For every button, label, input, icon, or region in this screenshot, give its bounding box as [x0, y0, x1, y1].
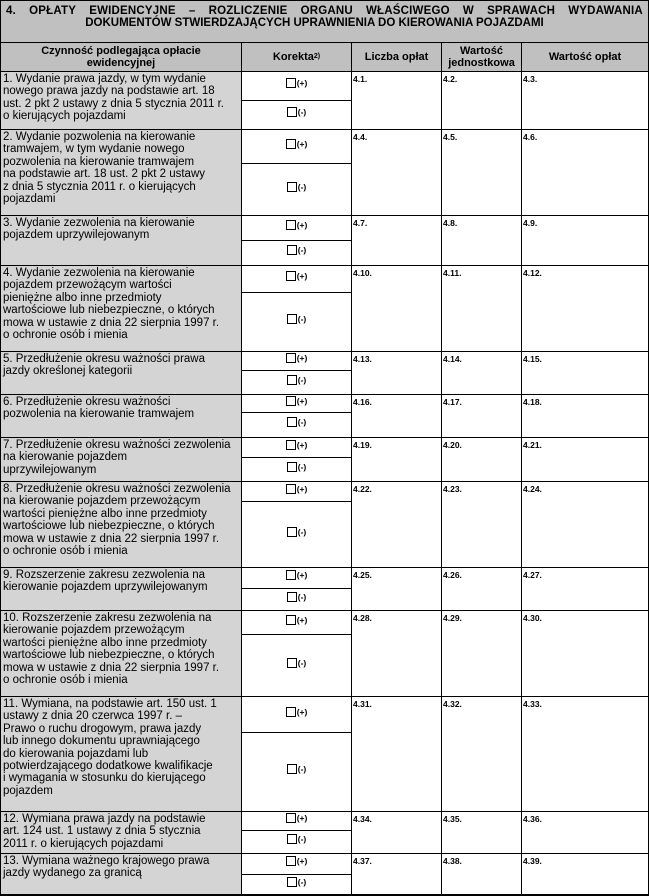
correction-minus-checkbox[interactable]: [287, 764, 307, 774]
field-code: 4.29.: [443, 613, 462, 623]
description-line: na podstawie art. 18 ust. 2 pkt 2 ustawy: [3, 168, 206, 181]
description-line: 2. Wydanie pozwolenia na kierowanie: [3, 131, 196, 143]
field-code: 4.30.: [523, 613, 542, 623]
checkbox-label: (-): [297, 876, 307, 887]
description-line: pozwolenia na kierowanie tramwajem: [3, 408, 195, 421]
field-code: 4.36.: [523, 814, 542, 824]
description-line: 3. Wydanie zezwolenia na kierowanie: [3, 217, 195, 229]
unit-value-cell[interactable]: [442, 216, 522, 266]
checkbox-icon[interactable]: [287, 182, 297, 192]
checkbox-icon[interactable]: [287, 658, 297, 668]
row-description: [1, 854, 242, 895]
correction-minus-checkbox[interactable]: [287, 834, 307, 844]
total-value-cell[interactable]: [522, 216, 648, 266]
field-code: 4.23.: [443, 484, 462, 494]
correction-minus-checkbox[interactable]: [287, 462, 307, 472]
description-line: ustawy z dnia 20 czerwca 1997 r. –: [3, 710, 182, 723]
checkbox-label: (-): [297, 764, 307, 774]
count-cell[interactable]: [352, 854, 442, 895]
description-line: tramwajem, w tym wydanie nowego: [3, 143, 185, 156]
total-value-cell[interactable]: [522, 130, 648, 216]
title-word: WYDAWANIA: [568, 5, 643, 17]
description-line: 1. Wydanie prawa jazdy, w tym wydanie: [3, 73, 206, 85]
checkbox-icon[interactable]: [286, 440, 296, 450]
title-word: –: [188, 5, 196, 17]
total-value-cell[interactable]: [522, 611, 648, 697]
unit-value-cell[interactable]: [442, 72, 522, 130]
header-unit-value: [442, 43, 522, 72]
description-line: 10. Rozszerzenie zakresu zezwolenia na: [3, 612, 212, 624]
correction-minus-checkbox[interactable]: [287, 375, 307, 385]
total-value-cell[interactable]: [522, 568, 648, 611]
checkbox-label: (+): [296, 570, 308, 580]
total-value-cell[interactable]: [522, 438, 648, 482]
description-line: 2011 r. o kierujących pojazdami: [3, 837, 164, 850]
header-correction: [242, 43, 352, 72]
checkbox-icon[interactable]: [286, 220, 296, 230]
checkbox-label: (+): [296, 220, 308, 230]
unit-value-cell[interactable]: [442, 854, 522, 895]
correction-minus-checkbox[interactable]: [287, 182, 307, 192]
description-line: wartościowe lub niebezpieczne, o których: [3, 649, 215, 662]
checkbox-icon[interactable]: [286, 813, 296, 823]
description-line: 12. Wymiana prawa jazdy na podstawie: [3, 813, 206, 825]
correction-plus-cell: [242, 568, 352, 589]
checkbox-label: (+): [296, 813, 308, 823]
field-code: 4.26.: [443, 570, 462, 580]
correction-minus-cell: [242, 371, 352, 395]
correction-plus-cell: [242, 395, 352, 413]
title-word: ROZLICZENIE: [208, 5, 288, 17]
correction-plus-checkbox[interactable]: [286, 271, 308, 281]
checkbox-icon[interactable]: [287, 877, 297, 887]
header-count: [352, 43, 442, 72]
correction-plus-checkbox[interactable]: [286, 78, 308, 88]
field-code: 4.10.: [353, 268, 372, 278]
checkbox-icon[interactable]: [287, 375, 297, 385]
count-cell[interactable]: [352, 812, 442, 854]
unit-value-cell[interactable]: [442, 568, 522, 611]
checkbox-icon[interactable]: [286, 856, 296, 866]
checkbox-label: (-): [297, 245, 307, 255]
field-code: 4.5.: [443, 132, 458, 142]
title-word: WŁAŚCIWEGO: [366, 5, 450, 17]
correction-plus-cell: [242, 72, 352, 101]
description-line: wartości pieniężne albo inne przedmioty: [3, 507, 207, 520]
unit-value-cell[interactable]: [442, 266, 522, 352]
row-description: [1, 266, 242, 352]
unit-value-cell[interactable]: [442, 697, 522, 812]
count-cell[interactable]: [352, 611, 442, 697]
correction-plus-cell: [242, 812, 352, 831]
correction-plus-cell: [242, 438, 352, 458]
total-value-cell[interactable]: [522, 482, 648, 568]
correction-plus-cell: [242, 130, 352, 164]
header-unit-value-line-1: Wartość: [460, 45, 503, 57]
correction-plus-checkbox[interactable]: [286, 484, 308, 494]
count-cell[interactable]: [352, 482, 442, 568]
header-unit-value-line-2: jednostkowa: [448, 57, 515, 69]
description-line: pojazdem: [3, 784, 53, 797]
correction-minus-cell: [242, 164, 352, 216]
correction-plus-checkbox[interactable]: [286, 440, 308, 450]
checkbox-label: (-): [297, 417, 307, 427]
unit-value-cell[interactable]: [442, 395, 522, 438]
count-cell[interactable]: [352, 216, 442, 266]
field-code: 4.31.: [353, 699, 372, 709]
description-line: kierowanie pojazdem uprzywilejowanym: [3, 581, 208, 594]
section-title-line-2: DOKUMENTÓW STWIERDZAJĄCYCH UPRAWNIENIA DO KIEROWANIA POJAZDAMI: [85, 17, 544, 29]
header-activity: [1, 43, 242, 72]
count-cell[interactable]: [352, 568, 442, 611]
description-line: na kierowanie pojazdem przewożącym: [3, 495, 201, 508]
field-code: 4.20.: [443, 440, 462, 450]
description-line: pozwolenia na kierowanie tramwajem: [3, 155, 195, 168]
field-code: 4.37.: [353, 856, 372, 866]
description-line: mowa w ustawie z dnia 22 sierpnia 1997 r.: [3, 661, 220, 674]
unit-value-cell[interactable]: [442, 812, 522, 854]
checkbox-icon[interactable]: [286, 353, 296, 363]
checkbox-icon[interactable]: [286, 707, 296, 717]
checkbox-label: (+): [296, 353, 308, 363]
row-description: [1, 697, 242, 812]
field-code: 4.16.: [353, 397, 372, 407]
field-code: 4.1.: [353, 74, 368, 84]
description-line: o ochronie osób i mienia: [3, 674, 128, 687]
description-line: 7. Przedłużenie okresu ważności zezwolenia: [3, 439, 231, 451]
description-line: art. 124 ust. 1 ustawy z dnia 5 stycznia: [3, 825, 201, 838]
correction-minus-cell: [242, 293, 352, 352]
header-correction-label: Korekta: [272, 51, 314, 63]
correction-minus-checkbox[interactable]: [287, 314, 307, 324]
field-code: 4.13.: [353, 354, 372, 364]
correction-plus-cell: [242, 611, 352, 635]
field-code: 4.7.: [353, 218, 368, 228]
description-line: kierowanie pojazdem przewożącym: [3, 624, 185, 637]
description-line: wartościowe lub niebezpieczne, o których: [3, 520, 215, 533]
row-description: [1, 812, 242, 854]
field-code: 4.11.: [443, 268, 462, 278]
field-code: 4.8.: [443, 218, 458, 228]
description-line: na kierowanie pojazdem: [3, 451, 128, 464]
description-line: jazdy określonej kategorii: [3, 365, 133, 378]
correction-plus-checkbox[interactable]: [286, 396, 308, 406]
header-total-value: [522, 43, 648, 72]
description-line: 6. Przedłużenie okresu ważności: [3, 396, 171, 408]
description-line: ust. 2 pkt 2 ustawy z dnia 5 stycznia 2011 r.: [3, 97, 224, 110]
description-line: 9. Rozszerzenie zakresu zezwolenia na: [3, 569, 205, 581]
field-code: 4.27.: [523, 570, 542, 580]
checkbox-icon[interactable]: [287, 834, 297, 844]
field-code: 4.28.: [353, 613, 372, 623]
checkbox-label: (-): [297, 314, 307, 324]
count-cell[interactable]: [352, 72, 442, 130]
correction-minus-cell: [242, 589, 352, 611]
field-code: 4.18.: [523, 397, 542, 407]
checkbox-label: (-): [297, 591, 307, 602]
checkbox-icon[interactable]: [286, 396, 296, 406]
row-description: [1, 395, 242, 438]
title-word: OPŁATY: [29, 5, 77, 17]
correction-minus-checkbox[interactable]: [287, 527, 307, 537]
header-total-value-label: Wartość opłat: [548, 51, 622, 63]
description-line: o ochronie osób i mienia: [3, 329, 128, 342]
checkbox-label: (+): [296, 614, 308, 625]
checkbox-label: (-): [297, 461, 307, 472]
checkbox-icon[interactable]: [287, 245, 297, 255]
header-activity-line-2: ewidencyjnej: [86, 57, 156, 69]
description-line: z dnia 5 stycznia 2011 r. o kierujących: [3, 180, 196, 193]
checkbox-icon[interactable]: [286, 570, 296, 580]
field-code: 4.33.: [523, 699, 542, 709]
correction-plus-checkbox[interactable]: [286, 220, 308, 230]
title-word: 4.: [6, 5, 16, 17]
description-line: mowa w ustawie z dnia 22 sierpnia 1997 r.: [3, 316, 220, 329]
total-value-cell[interactable]: [522, 854, 648, 895]
correction-minus-checkbox[interactable]: [287, 417, 307, 427]
description-line: potwierdzającego dodatkowe kwalifikacje: [3, 760, 213, 773]
correction-plus-cell: [242, 482, 352, 502]
description-line: wartości pieniężne albo inne przedmioty: [3, 636, 207, 649]
correction-plus-cell: [242, 352, 352, 371]
checkbox-label: (+): [296, 706, 308, 717]
description-line: i wymagania w stosunku do kierującego: [3, 772, 206, 785]
correction-plus-cell: [242, 854, 352, 875]
row-description: [1, 72, 242, 130]
total-value-cell[interactable]: [522, 697, 648, 812]
correction-minus-cell: [242, 831, 352, 854]
description-line: 4. Wydanie zezwolenia na kierowanie: [3, 267, 195, 279]
checkbox-icon[interactable]: [286, 484, 296, 494]
correction-minus-cell: [242, 635, 352, 697]
total-value-cell[interactable]: [522, 395, 648, 438]
correction-plus-checkbox[interactable]: [286, 139, 308, 149]
correction-plus-cell: [242, 216, 352, 241]
field-code: 4.9.: [523, 218, 538, 228]
field-code: 4.4.: [353, 132, 368, 142]
description-line: o kierujących pojazdami: [3, 110, 126, 123]
correction-minus-checkbox[interactable]: [287, 592, 307, 602]
description-line: pieniężne albo inne przedmioty: [3, 291, 162, 304]
checkbox-icon[interactable]: [287, 314, 297, 324]
description-line: 13. Wymiana ważnego krajowego prawa: [3, 855, 210, 867]
title-word: EWIDENCYJNE: [89, 5, 176, 17]
checkbox-icon[interactable]: [286, 615, 296, 625]
header-activity-line-1: Czynność podlegająca opłacie: [41, 45, 201, 57]
checkbox-label: (+): [296, 856, 308, 866]
field-code: 4.24.: [523, 484, 542, 494]
count-cell[interactable]: [352, 130, 442, 216]
correction-minus-cell: [242, 413, 352, 438]
checkbox-icon[interactable]: [287, 592, 297, 602]
field-code: 4.32.: [443, 699, 462, 709]
correction-minus-checkbox[interactable]: [287, 877, 307, 887]
correction-minus-cell: [242, 241, 352, 266]
total-value-cell[interactable]: [522, 266, 648, 352]
description-line: mowa w ustawie z dnia 22 sierpnia 1997 r.: [3, 532, 220, 545]
row-description: [1, 352, 242, 395]
correction-plus-checkbox[interactable]: [286, 856, 308, 866]
field-code: 4.14.: [443, 354, 462, 364]
description-line: jazdy wydanego za granicą: [3, 867, 142, 880]
description-line: pojazdami: [3, 193, 56, 206]
checkbox-icon[interactable]: [287, 107, 297, 117]
title-word: SPRAWACH: [487, 5, 556, 17]
correction-plus-checkbox[interactable]: [286, 813, 308, 823]
checkbox-label: (-): [297, 374, 307, 385]
unit-value-cell[interactable]: [442, 482, 522, 568]
checkbox-icon[interactable]: [287, 764, 297, 774]
description-line: 5. Przedłużenie okresu ważności prawa: [3, 353, 205, 365]
checkbox-label: (+): [296, 439, 308, 450]
checkbox-icon[interactable]: [286, 139, 296, 149]
description-line: 8. Przedłużenie okresu ważności zezwolenia: [3, 483, 231, 495]
section-header: [1, 1, 648, 43]
correction-minus-checkbox[interactable]: [287, 245, 307, 255]
correction-plus-checkbox[interactable]: [286, 353, 308, 363]
unit-value-cell[interactable]: [442, 352, 522, 395]
checkbox-label: (-): [297, 834, 307, 844]
correction-plus-cell: [242, 697, 352, 733]
checkbox-icon[interactable]: [287, 417, 297, 427]
count-cell[interactable]: [352, 395, 442, 438]
total-value-cell[interactable]: [522, 812, 648, 854]
checkbox-icon[interactable]: [286, 78, 296, 88]
description-line: pojazdem przewożącym wartości: [3, 279, 172, 292]
correction-minus-checkbox[interactable]: [287, 107, 307, 117]
description-line: nowego prawa jazdy na podstawie art. 18: [3, 85, 215, 98]
total-value-cell[interactable]: [522, 72, 648, 130]
correction-plus-checkbox[interactable]: [286, 707, 308, 717]
checkbox-label: (+): [296, 271, 308, 281]
row-description: [1, 216, 242, 266]
checkbox-label: (+): [296, 138, 308, 149]
field-code: 4.34.: [353, 814, 372, 824]
field-code: 4.12.: [523, 268, 542, 278]
correction-plus-checkbox[interactable]: [286, 615, 308, 625]
field-code: 4.17.: [443, 397, 462, 407]
correction-plus-cell: [242, 266, 352, 293]
field-code: 4.6.: [523, 132, 538, 142]
correction-minus-cell: [242, 733, 352, 812]
description-line: o ochronie osób i mienia: [3, 545, 128, 558]
description-line: Prawo o ruchu drogowym, prawa jazdy: [3, 722, 202, 735]
field-code: 4.39.: [523, 856, 542, 866]
description-line: do kierowania pojazdami lub: [3, 747, 149, 760]
section-title-line-1: [6, 5, 643, 17]
count-cell[interactable]: [352, 438, 442, 482]
description-line: uprzywilejowanym: [3, 463, 97, 476]
correction-minus-cell: [242, 458, 352, 482]
field-code: 4.38.: [443, 856, 462, 866]
field-code: 4.25.: [353, 570, 372, 580]
unit-value-cell[interactable]: [442, 130, 522, 216]
field-code: 4.22.: [353, 484, 372, 494]
row-description: [1, 130, 242, 216]
row-description: [1, 611, 242, 697]
checkbox-label: (-): [297, 181, 307, 192]
title-word: W: [462, 5, 474, 17]
count-cell[interactable]: [352, 352, 442, 395]
field-code: 4.15.: [523, 354, 542, 364]
row-description: [1, 482, 242, 568]
total-value-cell[interactable]: [522, 352, 648, 395]
correction-minus-cell: [242, 101, 352, 130]
checkbox-label: (-): [297, 526, 307, 537]
field-code: 4.21.: [523, 440, 542, 450]
correction-minus-checkbox[interactable]: [287, 658, 307, 668]
checkbox-icon[interactable]: [287, 527, 297, 537]
description-line: wartościowe lub niebezpieczne, o których: [3, 304, 215, 317]
row-description: [1, 438, 242, 482]
field-code: 4.35.: [443, 814, 462, 824]
checkbox-label: (-): [297, 657, 307, 668]
checkbox-label: (+): [296, 483, 308, 494]
count-cell[interactable]: [352, 697, 442, 812]
header-count-label: Liczba opłat: [364, 51, 429, 63]
correction-plus-checkbox[interactable]: [286, 570, 308, 580]
footnote-mark: 2): [313, 53, 321, 60]
checkbox-label: (-): [297, 107, 307, 117]
field-code: 4.3.: [523, 74, 538, 84]
checkbox-label: (+): [296, 78, 308, 88]
unit-value-cell[interactable]: [442, 438, 522, 482]
checkbox-icon[interactable]: [287, 462, 297, 472]
description-line: lub innego dokumentu uprawniającego: [3, 735, 200, 748]
correction-minus-cell: [242, 875, 352, 895]
unit-value-cell[interactable]: [442, 611, 522, 697]
title-word: ORGANU: [300, 5, 353, 17]
description-line: 11. Wymiana, na podstawie art. 150 ust. 1: [3, 698, 217, 710]
row-description: [1, 568, 242, 611]
correction-minus-cell: [242, 502, 352, 568]
description-line: pojazdem uprzywilejowanym: [3, 229, 150, 242]
count-cell[interactable]: [352, 266, 442, 352]
field-code: 4.19.: [353, 440, 372, 450]
checkbox-label: (+): [296, 395, 308, 406]
field-code: 4.2.: [443, 74, 458, 84]
checkbox-icon[interactable]: [286, 271, 296, 281]
